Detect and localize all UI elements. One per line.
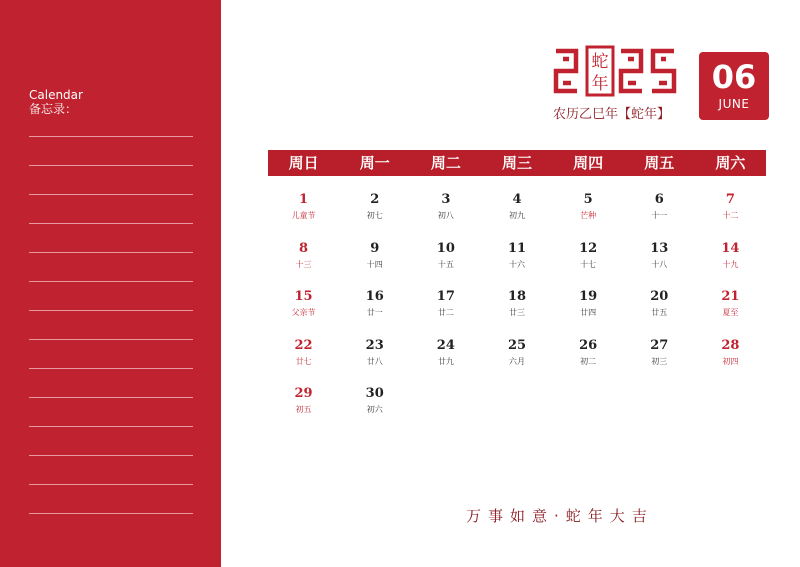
day-cell[interactable] [268, 338, 339, 387]
day-cell[interactable] [624, 338, 695, 387]
lunar-date: 初三 [651, 356, 668, 366]
lunar-date: 十二 [722, 211, 739, 220]
logo-char-1: 蛇 [591, 52, 609, 72]
day-cell[interactable] [695, 192, 766, 241]
lunar-date: 十七 [580, 259, 597, 269]
day-cell[interactable] [339, 192, 410, 241]
day-number: 19 [579, 289, 598, 304]
day-cell[interactable] [624, 241, 695, 290]
memo-line [29, 194, 193, 195]
weekday-label: 周一 [359, 154, 390, 172]
lunar-date: 十六 [508, 259, 525, 269]
memo-line [29, 136, 193, 137]
day-cell[interactable] [624, 192, 695, 241]
memo-lines [29, 136, 193, 542]
memo-line [29, 397, 193, 398]
weekday-label: 周五 [644, 154, 675, 172]
lunar-date: 廿二 [437, 308, 454, 317]
lunar-date: 初八 [437, 211, 454, 220]
day-number: 25 [507, 337, 527, 353]
day-number: 24 [436, 337, 455, 353]
lunar-date: 芒种 [580, 211, 597, 220]
memo-title-cn: 备忘录： [29, 102, 78, 116]
day-cell[interactable] [339, 338, 410, 387]
day-number: 13 [650, 240, 669, 256]
memo-line [29, 426, 193, 427]
lunar-date: 初七 [366, 211, 383, 220]
memo-line [29, 513, 193, 514]
weekday-label: 周四 [573, 154, 604, 172]
blessing-text: 万事如意·蛇年大吉 [466, 507, 654, 525]
day-cell[interactable] [695, 289, 766, 338]
day-number: 14 [721, 240, 740, 256]
memo-line [29, 252, 193, 253]
memo-title [29, 88, 83, 116]
day-cell[interactable] [553, 338, 624, 387]
day-cell[interactable] [339, 241, 410, 290]
day-cell[interactable] [695, 241, 766, 290]
day-number: 7 [725, 192, 735, 207]
day-number: 23 [365, 337, 384, 353]
day-number: 3 [441, 192, 451, 207]
day-cell[interactable] [410, 192, 481, 241]
day-number: 5 [583, 192, 593, 207]
day-number: 28 [721, 337, 740, 353]
memo-line [29, 455, 193, 456]
day-cell[interactable] [268, 289, 339, 338]
lunar-date: 廿五 [651, 308, 668, 317]
lunar-date: 夏至 [722, 308, 739, 317]
lunar-date: 父亲节 [291, 308, 316, 317]
logo-char-2: 年 [591, 74, 609, 94]
lunar-date: 十四 [366, 259, 383, 269]
lunar-date: 廿七 [295, 356, 312, 366]
weekday-header [268, 150, 766, 176]
day-number: 12 [579, 240, 598, 256]
lunar-date: 十一 [651, 211, 668, 220]
day-number: 18 [507, 289, 527, 304]
day-cell[interactable] [481, 192, 552, 241]
weekday-label: 周二 [430, 154, 461, 172]
day-number: 16 [365, 289, 384, 304]
memo-line [29, 339, 193, 340]
day-number: 29 [294, 386, 313, 401]
day-number: 2 [370, 192, 380, 207]
day-cell[interactable] [553, 289, 624, 338]
day-cell[interactable] [268, 386, 339, 435]
day-cell[interactable] [339, 289, 410, 338]
day-number: 30 [365, 386, 384, 401]
calendar-grid [268, 192, 766, 435]
lunar-date: 廿三 [508, 308, 525, 317]
memo-line [29, 310, 193, 311]
day-number: 10 [436, 240, 455, 256]
memo-line [29, 484, 193, 485]
lunar-date: 十三 [295, 259, 312, 269]
day-number: 11 [507, 240, 527, 256]
day-number: 4 [512, 192, 522, 207]
day-cell[interactable] [339, 386, 410, 435]
lunar-date: 廿一 [366, 308, 383, 317]
lunar-date: 廿四 [580, 308, 597, 317]
lunar-date: 十九 [722, 259, 739, 269]
day-number: 8 [299, 240, 309, 256]
day-number: 27 [650, 337, 669, 353]
weekday-label: 周日 [288, 154, 319, 172]
day-cell[interactable] [268, 192, 339, 241]
day-number: 6 [654, 192, 664, 207]
day-cell[interactable] [481, 338, 552, 387]
lunar-date: 初九 [508, 211, 525, 220]
month-badge [699, 52, 769, 120]
day-number: 20 [650, 289, 669, 304]
memo-line [29, 165, 193, 166]
day-number: 22 [294, 337, 313, 353]
day-number: 21 [721, 289, 740, 304]
day-cell[interactable] [624, 289, 695, 338]
day-cell[interactable] [695, 338, 766, 387]
year-2025-logo [553, 45, 679, 97]
memo-line [29, 368, 193, 369]
weekday-label: 周三 [501, 154, 532, 172]
lunar-date: 十五 [437, 259, 454, 269]
day-cell[interactable] [481, 241, 552, 290]
day-cell[interactable] [553, 241, 624, 290]
weekday-label: 周六 [715, 154, 746, 172]
lunar-date: 初六 [366, 405, 383, 414]
lunar-date: 六月 [508, 356, 525, 366]
lunar-date: 廿八 [366, 356, 383, 366]
day-cell[interactable] [268, 241, 339, 290]
lunar-date: 廿九 [437, 356, 454, 366]
day-number: 17 [436, 289, 455, 304]
lunar-date: 儿童节 [291, 211, 316, 220]
day-number: 15 [294, 289, 313, 304]
day-cell[interactable] [553, 192, 624, 241]
lunar-date: 初二 [580, 356, 597, 366]
day-cell[interactable] [410, 338, 481, 387]
memo-title-en: Calendar [29, 88, 83, 102]
month-number: 06 [711, 58, 757, 96]
lunar-date: 初四 [722, 356, 739, 366]
lunar-year-label: 农历乙巳年【蛇年】 [553, 107, 671, 122]
memo-sidebar [0, 0, 221, 567]
memo-line [29, 281, 193, 282]
day-number: 26 [579, 337, 598, 353]
lunar-date: 初五 [295, 405, 312, 414]
day-number: 1 [299, 192, 309, 207]
month-name: JUNE [718, 97, 750, 111]
day-cell[interactable] [481, 289, 552, 338]
memo-line [29, 223, 193, 224]
day-cell[interactable] [410, 289, 481, 338]
lunar-date: 十八 [651, 259, 668, 269]
day-number: 9 [370, 240, 380, 256]
day-cell[interactable] [410, 241, 481, 290]
